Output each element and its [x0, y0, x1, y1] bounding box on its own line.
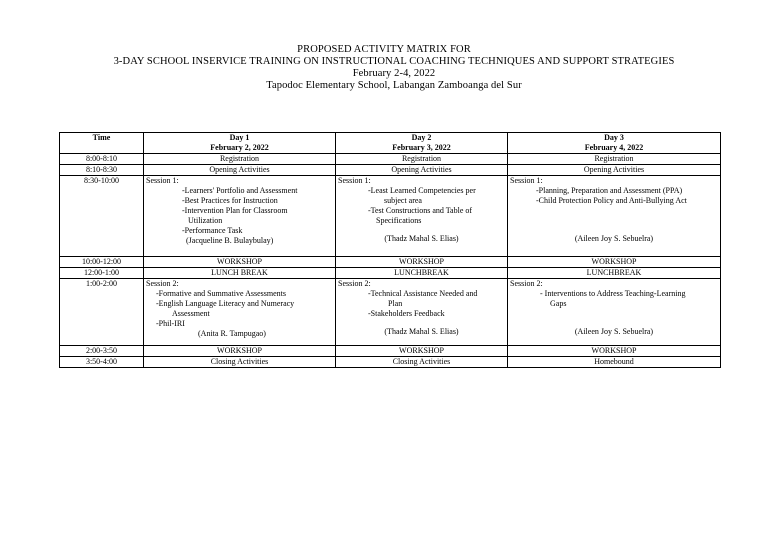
activity-matrix-table	[59, 132, 721, 368]
table-row	[60, 154, 721, 165]
table-row	[60, 268, 721, 279]
session-topic: Specifications	[376, 216, 422, 225]
activity-cell: Homebound	[508, 357, 721, 368]
time-cell: 1:00-2:00	[60, 279, 144, 346]
speaker-name: (Anita R. Tampugao)	[198, 329, 266, 338]
time-cell: 12:00-1:00	[60, 268, 144, 279]
session-topic: -Phil-IRI	[156, 319, 185, 328]
speaker-name: (Jacqueline B. Bulaybulay)	[186, 236, 274, 245]
session-cell	[508, 279, 721, 346]
session-topic: -Performance Task	[182, 226, 243, 235]
session-topic: -Stakeholders Feedback	[368, 309, 445, 318]
session-topic: -Test Constructions and Table of	[368, 206, 473, 215]
day-date: February 2, 2022	[210, 143, 269, 152]
time-cell: 8:30-10:00	[60, 176, 144, 257]
time-cell: 8:10-8:30	[60, 165, 144, 176]
activity-cell: WORKSHOP	[336, 346, 508, 357]
column-header-day2	[336, 133, 508, 154]
day-label: Day 2	[411, 133, 432, 142]
session-topic: - Interventions to Address Teaching-Learning	[540, 289, 686, 298]
session-cell	[144, 279, 336, 346]
session-title: Session 2:	[338, 279, 371, 288]
activity-cell: Opening Activities	[508, 165, 721, 176]
activity-cell: WORKSHOP	[144, 257, 336, 268]
time-cell: 8:00-8:10	[60, 154, 144, 165]
session-title: Session 1:	[146, 176, 179, 185]
day-date: February 4, 2022	[584, 143, 644, 152]
activity-cell: WORKSHOP	[508, 346, 721, 357]
activity-cell: WORKSHOP	[336, 257, 508, 268]
activity-cell: LUNCHBREAK	[508, 268, 721, 279]
session-topic: Utilization	[188, 216, 223, 225]
session-title: Session 2:	[146, 279, 179, 288]
session-topic: -Planning, Preparation and Assessment (PPA)	[536, 186, 683, 195]
speaker-name: (Thadz Mahal S. Elias)	[384, 327, 459, 336]
activity-cell: Opening Activities	[336, 165, 508, 176]
column-header-time: Time	[60, 133, 144, 154]
activity-cell: WORKSHOP	[508, 257, 721, 268]
session-topic: Gaps	[550, 299, 567, 308]
session-cell	[336, 176, 508, 257]
title-line: PROPOSED ACTIVITY MATRIX FOR	[297, 44, 471, 55]
table-header-row	[60, 133, 721, 154]
session-title: Session 1:	[338, 176, 371, 185]
activity-cell: LUNCHBREAK	[336, 268, 508, 279]
session-topic: -Learners' Portfolio and Assessment	[182, 186, 298, 195]
session-topic: Assessment	[172, 309, 210, 318]
activity-cell: Registration	[336, 154, 508, 165]
session-cell	[336, 279, 508, 346]
session-topic: -Formative and Summative Assessments	[156, 289, 286, 298]
venue-line: Tapodoc Elementary School, Labangan Zamboanga del Sur	[266, 80, 522, 91]
session-topic: -Intervention Plan for Classroom	[182, 206, 288, 215]
subtitle-line: 3-DAY SCHOOL INSERVICE TRAINING ON INSTRUCTIONAL COACHING TECHNIQUES AND SUPPORT STRATEGIES	[113, 56, 675, 67]
session-topic: subject area	[384, 196, 422, 205]
time-cell: 3:50-4:00	[60, 357, 144, 368]
table-row	[60, 346, 721, 357]
day-label: Day 3	[604, 133, 624, 142]
column-header-day3	[508, 133, 721, 154]
session-cell	[508, 176, 721, 257]
speaker-name: (Thadz Mahal S. Elias)	[384, 234, 459, 243]
table-row	[60, 165, 721, 176]
date-line: February 2-4, 2022	[352, 68, 436, 79]
activity-cell: Registration	[508, 154, 721, 165]
table-row	[60, 257, 721, 268]
time-cell: 2:00-3:50	[60, 346, 144, 357]
activity-cell: LUNCH BREAK	[144, 268, 336, 279]
session-title: Session 1:	[510, 176, 543, 185]
activity-cell: Closing Activities	[144, 357, 336, 368]
activity-cell: Registration	[144, 154, 336, 165]
time-cell: 10:00-12:00	[60, 257, 144, 268]
speaker-name: (Aileen Joy S. Sebuelra)	[574, 234, 654, 243]
session-topic: Plan	[388, 299, 403, 308]
activity-cell: Opening Activities	[144, 165, 336, 176]
session-topic: -Best Practices for Instruction	[182, 196, 278, 205]
session-topic: -Technical Assistance Needed and	[368, 289, 478, 298]
column-header-day1	[144, 133, 336, 154]
speaker-name: (Aileen Joy S. Sebuelra)	[574, 327, 654, 336]
activity-cell: Closing Activities	[336, 357, 508, 368]
session-topic: -Least Learned Competencies per	[368, 186, 476, 195]
table-row	[60, 357, 721, 368]
session-cell	[144, 176, 336, 257]
day-label: Day 1	[229, 133, 250, 142]
day-date: February 3, 2022	[392, 143, 451, 152]
session-title: Session 2:	[510, 279, 543, 288]
document-header	[0, 44, 768, 92]
session-topic: -Child Protection Policy and Anti-Bullying Act	[536, 196, 687, 205]
activity-cell: WORKSHOP	[144, 346, 336, 357]
table-row-session-2	[60, 279, 721, 346]
table-row-session-1	[60, 176, 721, 257]
session-topic: -English Language Literacy and Numeracy	[156, 299, 295, 308]
